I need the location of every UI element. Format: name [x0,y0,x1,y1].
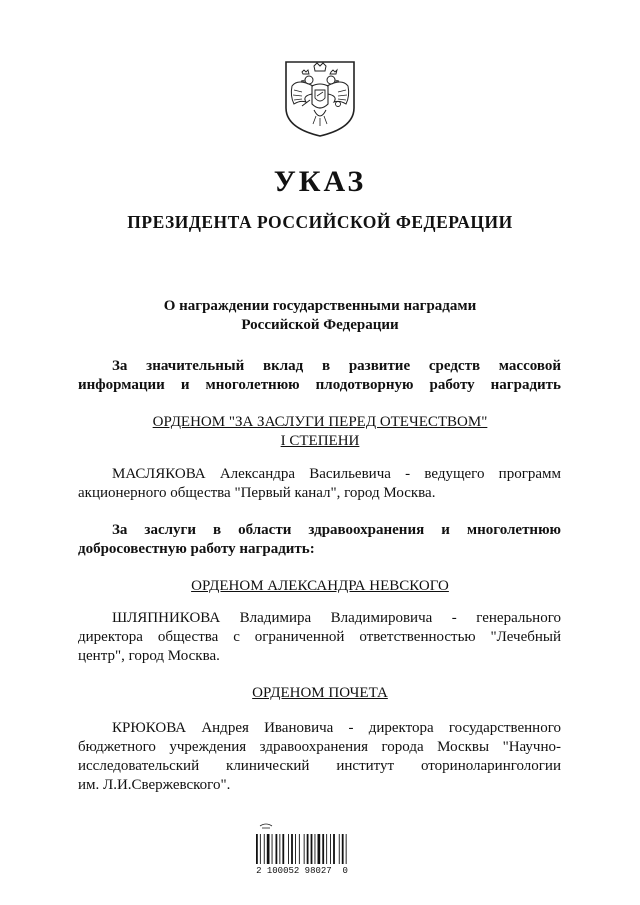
russian-coat-of-arms-icon [278,56,362,140]
issuer-title: ПРЕЗИДЕНТА РОССИЙСКОЙ ФЕДЕРАЦИИ [127,212,513,232]
paragraph-line: информации и многолетнюю плодотворную работу наградить [78,377,561,393]
paragraph-line: центр", город Москва. [78,648,220,664]
paragraph-line: бюджетного учреждения здравоохранения города Москвы "Научно- [78,739,561,755]
paragraph-line: За значительный вклад в развитие средств массовой [112,358,561,374]
section-intro-paragraph [78,521,561,559]
subject-line: О награждении государственными наградами [163,298,477,314]
award-title-line: I СТЕПЕНИ [280,433,360,449]
barcode-number: 2 100052 98027 0 [256,866,348,876]
recipient-paragraph [78,465,561,503]
paragraph-line: директора общества с ограниченной ответственностью "Лечебный [78,629,561,645]
paragraph-line: им. Л.И.Свержевского". [78,777,231,793]
paragraph-line: МАСЛЯКОВА Александра Васильевича - ведущего программ [112,466,561,482]
award-title-line: ОРДЕНОМ ПОЧЕТА [252,685,388,701]
paragraph-line: КРЮКОВА Андрея Ивановича - директора государственного [112,720,561,736]
paragraph-line: За заслуги в области здравоохранения и многолетнюю [112,522,561,538]
barcode-icon [252,822,352,882]
award-title-order-nevsky [0,577,640,596]
recipient-paragraph [78,609,561,666]
award-title-line: ОРДЕНОМ "ЗА ЗАСЛУГИ ПЕРЕД ОТЕЧЕСТВОМ" [152,414,488,430]
paragraph-line: ШЛЯПНИКОВА Владимира Владимировича - генерального [112,610,561,626]
subject-line: Российской Федерации [241,317,399,333]
recipient-paragraph [78,719,561,795]
paragraph-line: добросовестную работу наградить: [78,541,315,557]
decree-subject [0,297,640,335]
section-intro-paragraph [78,357,561,395]
award-title-line: ОРДЕНОМ АЛЕКСАНДРА НЕВСКОГО [191,578,449,594]
paragraph-line: исследовательский клинический институт оториноларингологии [78,758,561,774]
document-type-title: УКАЗ [273,165,367,198]
award-title-order-merit [0,413,640,451]
paragraph-line: акционерного общества "Первый канал", город Москва. [78,485,436,501]
award-title-order-honor [0,684,640,703]
